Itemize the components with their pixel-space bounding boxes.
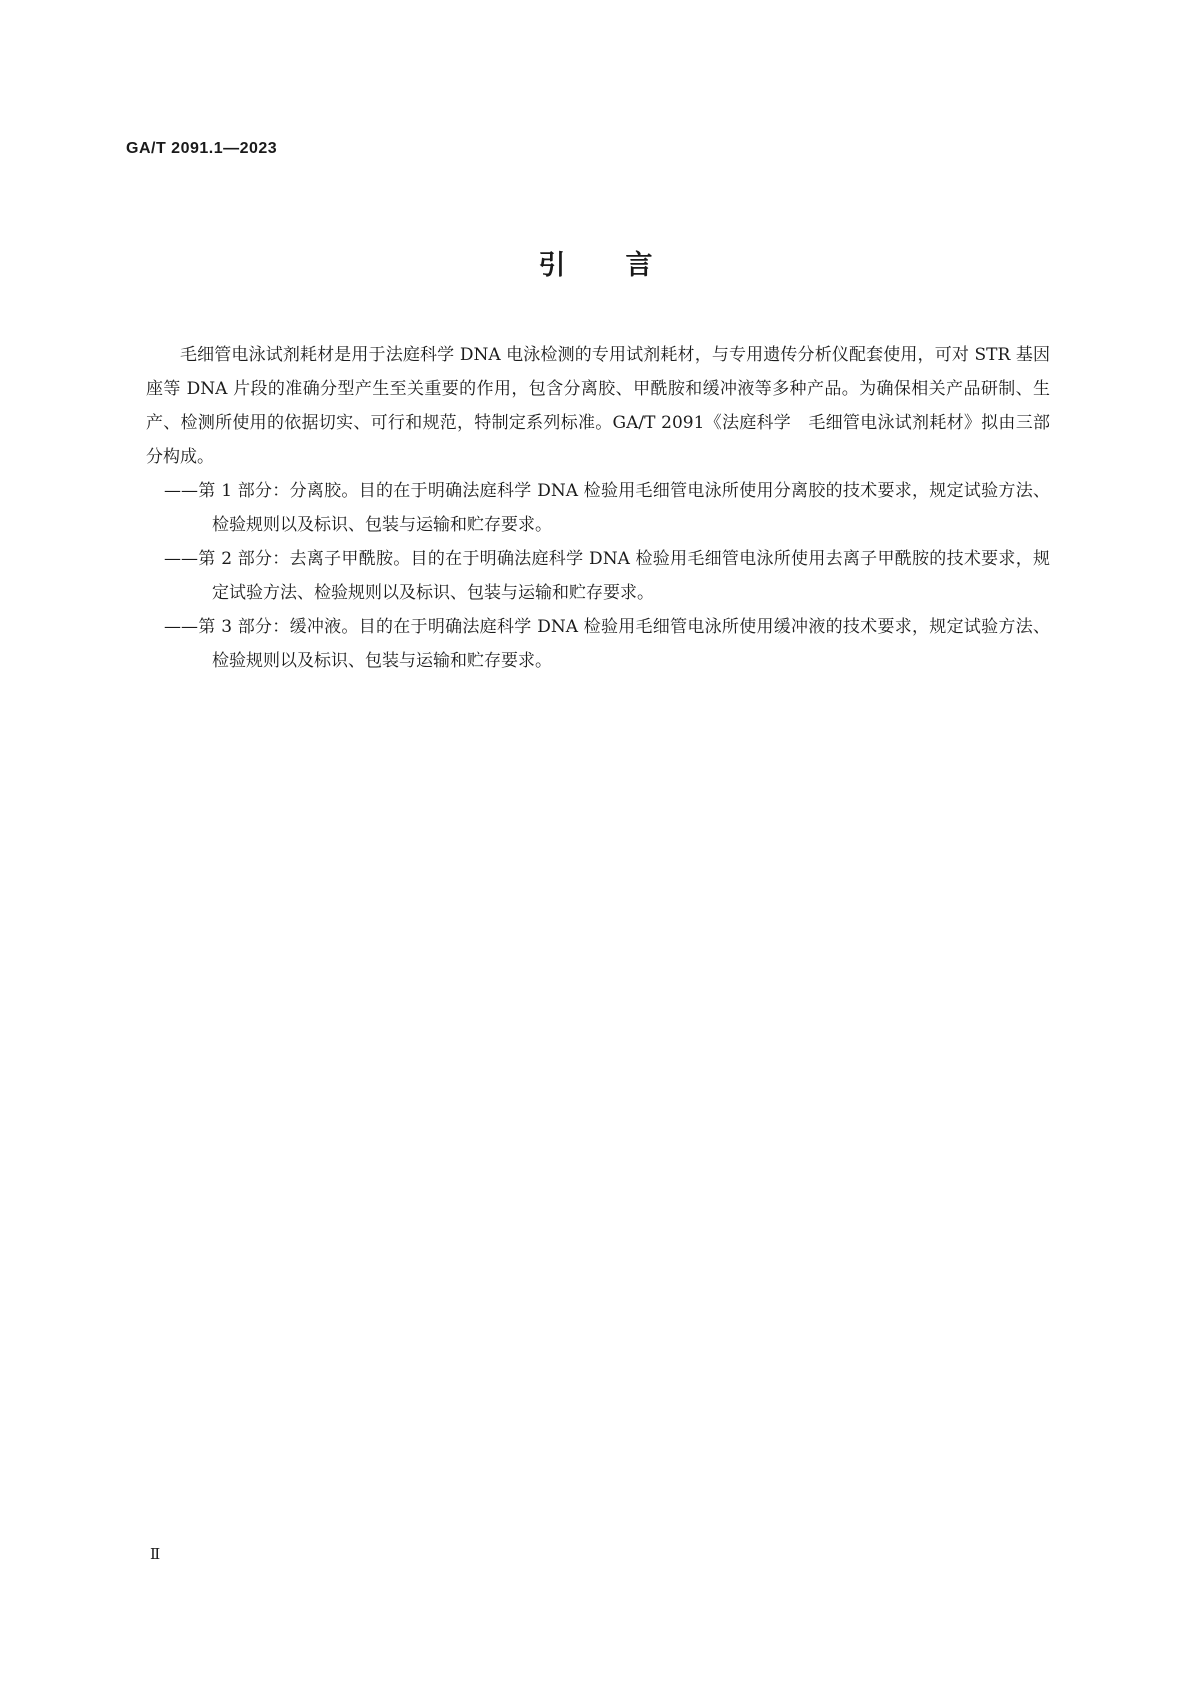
part-3-item: ——第 3 部分：缓冲液。目的在于明确法庭科学 DNA 检验用毛细管电泳所使用缓冲液的技术要求，规定试验方法、检验规则以及标识、包装与运输和贮存要求。 <box>164 617 1050 671</box>
part-2-item: ——第 2 部分：去离子甲酰胺。目的在于明确法庭科学 DNA 检验用毛细管电泳所使用去离子甲酰胺的技术要求，规定试验方法、检验规则以及标识、包装与运输和贮存要求。 <box>164 549 1050 603</box>
document-body <box>146 338 1050 678</box>
standard-code: GA/T 2091.1—2023 <box>126 140 278 157</box>
page-number: Ⅱ <box>150 1545 161 1563</box>
intro-paragraph: 毛细管电泳试剂耗材是用于法庭科学 DNA 电泳检测的专用试剂耗材，与专用遗传分析仪配套使用，可对 STR 基因座等 DNA 片段的准确分型产生至关重要的作用，包含分离胶、甲酰胺和缓冲液等多种产品。为确保相关产品研制、生产、检测所使用的依据切实、可行和规范，特制定系列标准。GA/T 2091《法庭科学 毛细管电泳试剂耗材》拟由三部分构成。 <box>146 345 1050 467</box>
page-title: 引言 <box>538 250 713 281</box>
part-1-item: ——第 1 部分：分离胶。目的在于明确法庭科学 DNA 检验用毛细管电泳所使用分离胶的技术要求，规定试验方法、检验规则以及标识、包装与运输和贮存要求。 <box>164 481 1050 535</box>
